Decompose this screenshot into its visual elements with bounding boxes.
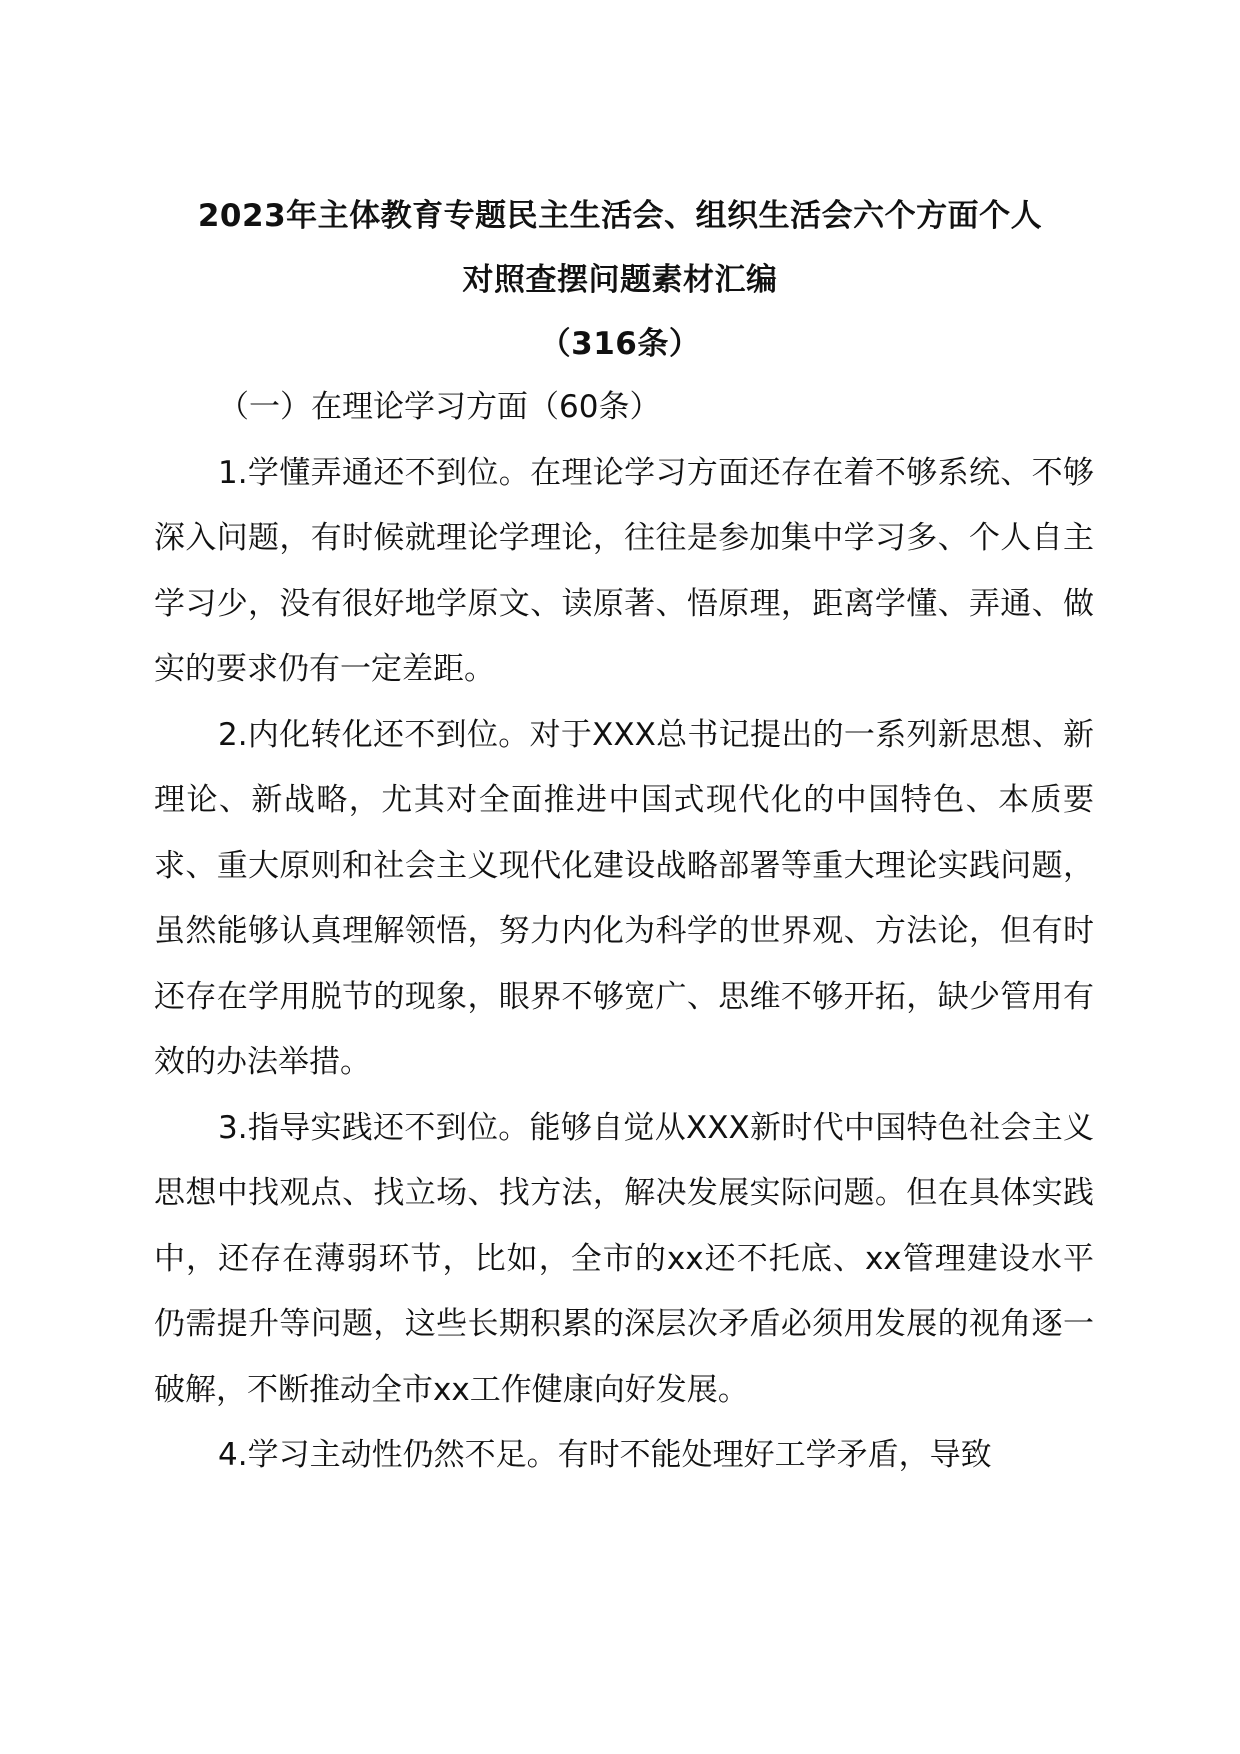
title-line-1: 2023年主体教育专题民主生活会、组织生活会六个方面个人 bbox=[197, 198, 1043, 234]
title-line-2: 对照查摆问题素材汇编 bbox=[462, 262, 778, 298]
document-title bbox=[150, 184, 1090, 376]
document-body bbox=[154, 375, 1094, 1489]
paragraph-2: 2.内化转化还不到位。对于XXX总书记提出的一系列新思想、新理论、新战略，尤其对全面推进中国式现代化的中国特色、本质要求、重大原则和社会主义现代化建设战略部署等重大理论实践问题，虽然能够认真理解领悟，努力内化为科学的世界观、方法论，但有时还存在学用脱节的现象，眼界不够宽广、思维不够开拓，缺少管用有效的办法举措。 bbox=[154, 716, 1094, 1080]
paragraph-4: 4.学习主动性仍然不足。有时不能处理好工学矛盾，导致 bbox=[218, 1437, 992, 1473]
paragraph-3: 3.指导实践还不到位。能够自觉从XXX新时代中国特色社会主义思想中找观点、找立场、找方法，解决发展实际问题。但在具体实践中，还存在薄弱环节，比如，全市的xx还不托底、xx管理建设水平仍需提升等问题，这些长期积累的深层次矛盾必须用发展的视角逐一破解，不断推动全市xx工作健康向好发展。 bbox=[154, 1109, 1094, 1408]
section-heading: （一）在理论学习方面（60条） bbox=[218, 389, 661, 425]
paragraph-1: 1.学懂弄通还不到位。在理论学习方面还存在着不够系统、不够深入问题，有时候就理论学理论，往往是参加集中学习多、个人自主学习少，没有很好地学原文、读原著、悟原理，距离学懂、弄通、做实的要求仍有一定差距。 bbox=[154, 454, 1094, 687]
title-line-3: （316条） bbox=[539, 326, 701, 362]
